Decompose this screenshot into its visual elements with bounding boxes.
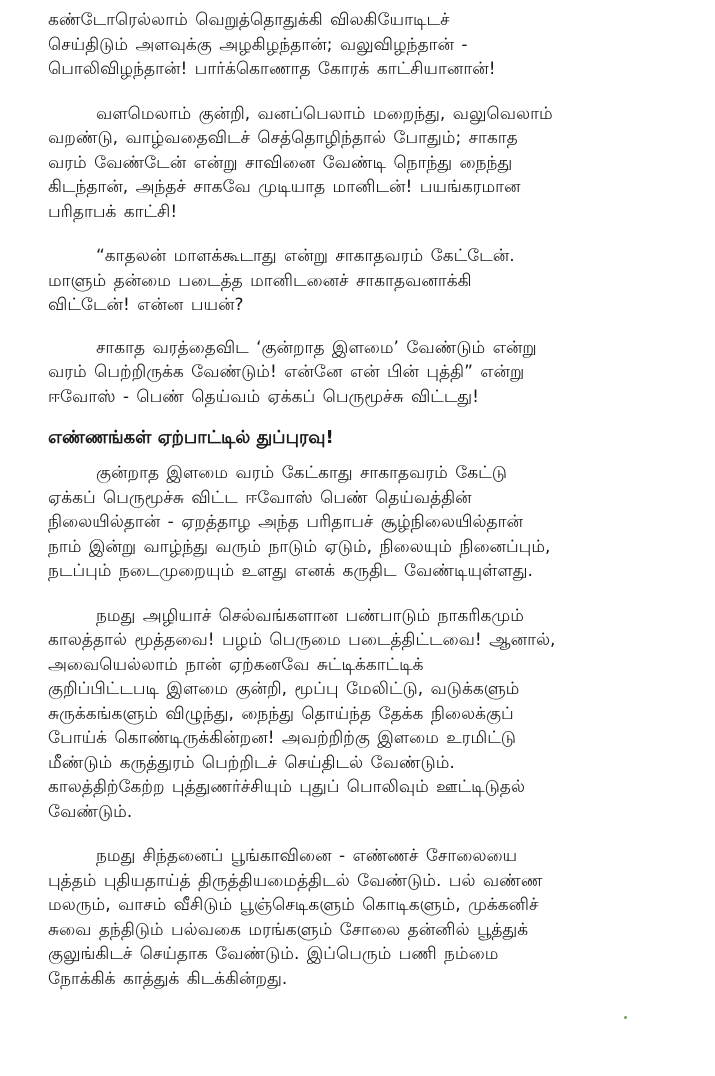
text-line: செய்திடும் அளவுக்கு அழகிழந்தான்; வலுவிழந்தான் - [48,34,468,55]
scan-speck [624,1016,627,1019]
text-line: மலரும், வாசம் வீசிடும் பூஞ்செடிகளும் கொடிகளும், முக்கனிச் [48,895,539,915]
text-line: காலத்திற்கேற்ற புத்துணர்ச்சியும் புதுப் பொலிவும் ஊட்டிடுதல் [48,777,525,797]
text-line: பொலிவிழந்தான்! பார்க்கொணாத கோரக் காட்சியானான்! [48,59,496,79]
text-line: கண்டோரெல்லாம் வெறுத்தொதுக்கி விலகியோடிடச் [48,10,450,30]
text-line: நடப்பும் நடைமுறையும் உளது எனக் கருதிட வேண்டியுள்ளது. [48,561,533,581]
text-line: புத்தம் புதியதாய்த் திருத்தியமைத்திடல் வேண்டும். பல் வண்ண [48,870,543,891]
text-line: குறிப்பிட்டபடி இளமை குன்றி, மூப்பு மேலிட்டு, வடுக்களும் [48,679,520,699]
text-line: போய்க் கொண்டிருக்கின்றன! அவற்றிற்கு இளமை உரமிட்டு [48,728,516,748]
text-line: ஈவோஸ் - பெண் தெய்வம் ஏக்கப் பெருமூச்சு விட்டது! [48,386,479,407]
text-line: குன்றாத இளமை வரம் கேட்காது சாகாதவரம் கேட்டு [96,463,507,483]
text-line: கிடந்தான், அந்தச் சாகவே முடியாத மானிடன்! பயங்கரமான [48,177,521,197]
text-line: மாளும் தன்மை படைத்த மானிடனைச் சாகாதவனாக்கி [48,270,472,291]
paragraph-1 [48,8,680,82]
section-heading: எண்ணங்கள் ஏற்பாட்டில் துப்புரவு! [48,427,334,448]
text-line: நிலையில்தான் - ஏறத்தாழ அந்த பரிதாபச் சூழ்நிலையில்தான் [48,512,523,532]
text-line: வரம் வேண்டேன் என்று சாவினை வேண்டி நொந்து நைந்து [48,152,513,173]
paragraph-3 [48,244,680,318]
text-line: நமது அழியாச் செல்வங்களான பண்பாடும் நாகரிகமும் [96,605,524,626]
text-line: காலத்தால் மூத்தவை! பழம் பெருமை படைத்திட்டவை! ஆனால், [48,630,556,650]
text-line: ஏக்கப் பெருமூச்சு விட்ட ஈவோஸ் பெண் தெய்வத்தின் [48,487,472,508]
paragraph-7 [48,844,680,991]
text-line: வறண்டு, வாழ்வதைவிடச் செத்தொழிந்தால் போதும்; சாகாத [48,128,518,148]
text-line: சாகாத வரத்தைவிட ‘குன்றாத இளமை’ வேண்டும் என்று [96,337,537,358]
text-line: நோக்கிக் காத்துக் கிடக்கின்றது. [48,968,288,989]
paragraph-5 [48,461,680,584]
text-line: வளமெலாம் குன்றி, வனப்பெலாம் மறைந்து, வலுவெலாம் [96,103,553,124]
text-line: “காதலன் மாளக்கூடாது என்று சாகாதவரம் கேட்டேன். [96,246,515,266]
text-line: அவையெல்லாம் நான் ஏற்கனவே சுட்டிக்காட்டிக் [48,654,424,675]
text-line: வேண்டும். [48,801,133,822]
document-page [48,8,680,991]
text-line: குலுங்கிடச் செய்தாக வேண்டும். இப்பெரும் பணி நம்மை [48,944,499,964]
text-line: மீண்டும் கருத்துரம் பெற்றிடச் செய்திடல் வேண்டும். [48,752,455,773]
text-line: விட்டேன்! என்ன பயன்? [48,295,244,315]
text-line: சுருக்கங்களும் விழுந்து, நைந்து தொய்ந்த தேக்க நிலைக்குப் [48,703,514,724]
text-line: வரம் பெற்றிருக்க வேண்டும்! என்னே என் பின் புத்தி” என்று [48,362,525,382]
paragraph-2 [48,102,680,225]
text-line: நமது சிந்தனைப் பூங்காவினை - எண்ணச் சோலையை [96,846,518,866]
paragraph-6 [48,604,680,825]
paragraph-4 [48,336,680,410]
text-line: பரிதாபக் காட்சி! [48,201,178,222]
text-line: நாம் இன்று வாழ்ந்து வரும் நாடும் ஏடும், நிலையும் நினைப்பும், [48,536,551,557]
text-line: சுவை தந்திடும் பல்வகை மரங்களும் சோலை தன்னில் பூத்துக் [48,919,529,940]
